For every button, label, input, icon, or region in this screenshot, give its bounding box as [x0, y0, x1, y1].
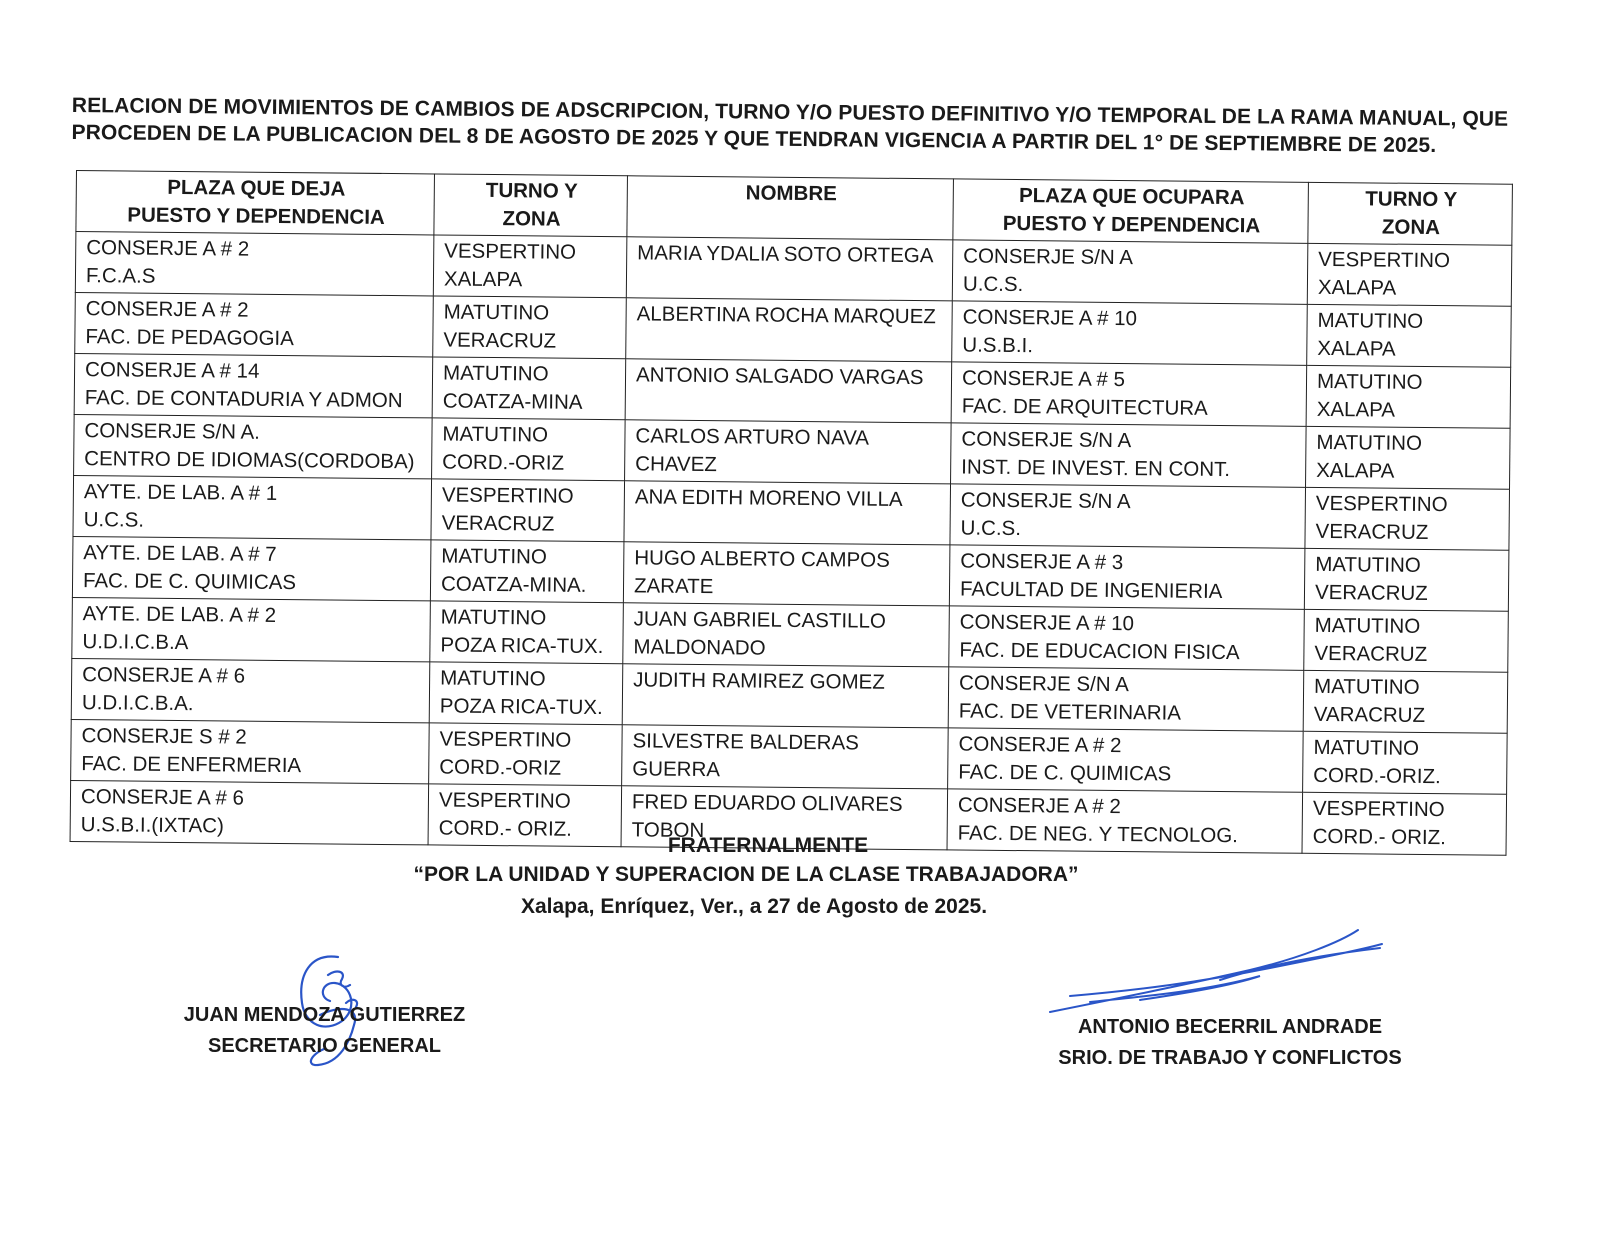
cell-turno-zona: MATUTINO CORD.-ORIZ: [432, 418, 626, 481]
header-turno-zona-nuevo: TURNO Y ZONA: [1308, 182, 1513, 245]
left-signatory: [172, 1000, 477, 1062]
right-signature-scribble: [1030, 920, 1410, 1020]
cell-nombre: FRED EDUARDO OLIVARES TOBON: [621, 786, 948, 850]
cell-turno-zona-nuevo: VESPERTINO XALAPA: [1307, 243, 1512, 306]
right-signatory-position: SRIO. DE TRABAJO Y CONFLICTOS: [1058, 1047, 1402, 1069]
cell-plaza-deja: AYTE. DE LAB. A # 1 U.C.S.: [73, 475, 432, 539]
left-signatory-position: SECRETARIO GENERAL: [208, 1035, 441, 1057]
table-body: [70, 232, 1512, 856]
cell-turno-zona-nuevo: MATUTINO XALAPA: [1306, 365, 1511, 428]
cell-nombre: ALBERTINA ROCHA MARQUEZ: [626, 298, 953, 362]
cell-turno-zona-nuevo: VESPERTINO VERACRUZ: [1305, 487, 1510, 550]
cell-turno-zona-nuevo: MATUTINO VERACRUZ: [1304, 548, 1509, 611]
cell-nombre: MARIA YDALIA SOTO ORTEGA: [626, 237, 953, 301]
cell-plaza-ocupara: CONSERJE A # 2 FAC. DE NEG. Y TECNOLOG.: [947, 789, 1303, 853]
cell-plaza-ocupara: CONSERJE S/N A U.C.S.: [952, 240, 1308, 304]
header-plaza-ocupara: PLAZA QUE OCUPARA PUESTO Y DEPENDENCIA: [953, 179, 1309, 243]
cell-plaza-ocupara: CONSERJE S/N A U.C.S.: [950, 484, 1306, 548]
cell-plaza-deja: CONSERJE S/N A. CENTRO DE IDIOMAS(CORDOBA): [74, 414, 433, 478]
movements-table: [70, 170, 1513, 856]
cell-plaza-ocupara: CONSERJE S/N A FAC. DE VETERINARIA: [948, 667, 1304, 731]
cell-plaza-ocupara: CONSERJE A # 3 FACULTAD DE INGENIERIA: [949, 545, 1305, 609]
cell-plaza-deja: CONSERJE A # 14 FAC. DE CONTADURIA Y ADMON: [74, 353, 433, 417]
cell-plaza-deja: CONSERJE A # 2 F.C.A.S: [75, 232, 434, 296]
cell-nombre: ANA EDITH MORENO VILLA: [624, 481, 951, 545]
cell-plaza-ocupara: CONSERJE A # 2 FAC. DE C. QUIMICAS: [948, 728, 1304, 792]
cell-plaza-ocupara: CONSERJE S/N A INST. DE INVEST. EN CONT.: [951, 423, 1307, 487]
cell-plaza-ocupara: CONSERJE A # 10 FAC. DE EDUCACION FISICA: [949, 606, 1305, 670]
cell-nombre: JUDITH RAMIREZ GOMEZ: [622, 664, 949, 728]
document-title: [71, 92, 1511, 160]
title-line-1: RELACION DE MOVIMIENTOS DE CAMBIOS DE ADSCRIPCION, TURNO Y/O PUESTO DEFINITIVO Y/O TEMPORAL DE LA RAMA MANUAL, QUE: [71, 93, 1509, 131]
closing-place-date: Xalapa, Enríquez, Ver., a 27 de Agosto de 2025.: [520, 895, 988, 918]
cell-plaza-ocupara: CONSERJE A # 10 U.S.B.I.: [952, 301, 1308, 365]
closing-motto: “POR LA UNIDAD Y SUPERACION DE LA CLASE TRABAJADORA”: [413, 863, 1079, 886]
cell-turno-zona-nuevo: VESPERTINO CORD.- ORIZ.: [1302, 792, 1507, 855]
cell-turno-zona-nuevo: MATUTINO CORD.-ORIZ.: [1303, 731, 1508, 794]
cell-nombre: JUAN GABRIEL CASTILLO MALDONADO: [623, 603, 950, 667]
cell-plaza-deja: AYTE. DE LAB. A # 2 U.D.I.C.B.A: [72, 597, 431, 661]
cell-turno-zona: MATUTINO POZA RICA-TUX.: [430, 601, 624, 664]
cell-plaza-ocupara: CONSERJE A # 5 FAC. DE ARQUITECTURA: [951, 362, 1307, 426]
cell-turno-zona: VESPERTINO CORD.- ORIZ.: [428, 784, 622, 847]
left-signatory-name: JUAN MENDOZA GUTIERREZ: [183, 1004, 466, 1026]
cell-turno-zona: VESPERTINO XALAPA: [433, 235, 627, 298]
cell-turno-zona-nuevo: MATUTINO XALAPA: [1307, 304, 1512, 367]
header-nombre: NOMBRE: [627, 176, 954, 240]
cell-turno-zona: MATUTINO POZA RICA-TUX.: [429, 662, 623, 725]
header-turno-zona: TURNO Y ZONA: [434, 174, 628, 237]
cell-nombre: HUGO ALBERTO CAMPOS ZARATE: [623, 542, 950, 606]
title-line-2: PROCEDEN DE LA PUBLICACION DEL 8 DE AGOSTO DE 2025 Y QUE TENDRAN VIGENCIA A PARTIR DEL 1° DE SEPTIEMBRE DE 2025.: [71, 120, 1437, 158]
cell-nombre: ANTONIO SALGADO VARGAS: [625, 359, 952, 423]
right-signatory-name: ANTONIO BECERRIL ANDRADE: [1077, 1016, 1383, 1038]
cell-plaza-deja: CONSERJE A # 2 FAC. DE PEDAGOGIA: [75, 292, 434, 356]
right-signatory: [1040, 1012, 1420, 1074]
cell-turno-zona-nuevo: MATUTINO VERACRUZ: [1304, 609, 1509, 672]
closing-salutation: FRATERNALMENTE: [667, 834, 869, 857]
header-plaza-deja: PLAZA QUE DEJA PUESTO Y DEPENDENCIA: [76, 171, 435, 235]
cell-nombre: CARLOS ARTURO NAVA CHAVEZ: [625, 420, 952, 484]
cell-turno-zona-nuevo: MATUTINO XALAPA: [1306, 426, 1511, 489]
cell-plaza-deja: CONSERJE A # 6 U.D.I.C.B.A.: [71, 658, 430, 722]
cell-plaza-deja: CONSERJE A # 6 U.S.B.I.(IXTAC): [70, 780, 429, 844]
cell-turno-zona: MATUTINO VERACRUZ: [433, 296, 627, 359]
movements-table-wrapper: [70, 170, 1541, 856]
cell-nombre: SILVESTRE BALDERAS GUERRA: [622, 725, 949, 789]
cell-plaza-deja: CONSERJE S # 2 FAC. DE ENFERMERIA: [71, 719, 430, 783]
cell-turno-zona: MATUTINO COATZA-MINA: [432, 357, 626, 420]
cell-turno-zona: VESPERTINO VERACRUZ: [431, 479, 625, 542]
cell-plaza-deja: AYTE. DE LAB. A # 7 FAC. DE C. QUIMICAS: [72, 536, 431, 600]
cell-turno-zona: VESPERTINO CORD.-ORIZ: [429, 723, 623, 786]
cell-turno-zona: MATUTINO COATZA-MINA.: [430, 540, 624, 603]
cell-turno-zona-nuevo: MATUTINO VARACRUZ: [1303, 670, 1508, 733]
